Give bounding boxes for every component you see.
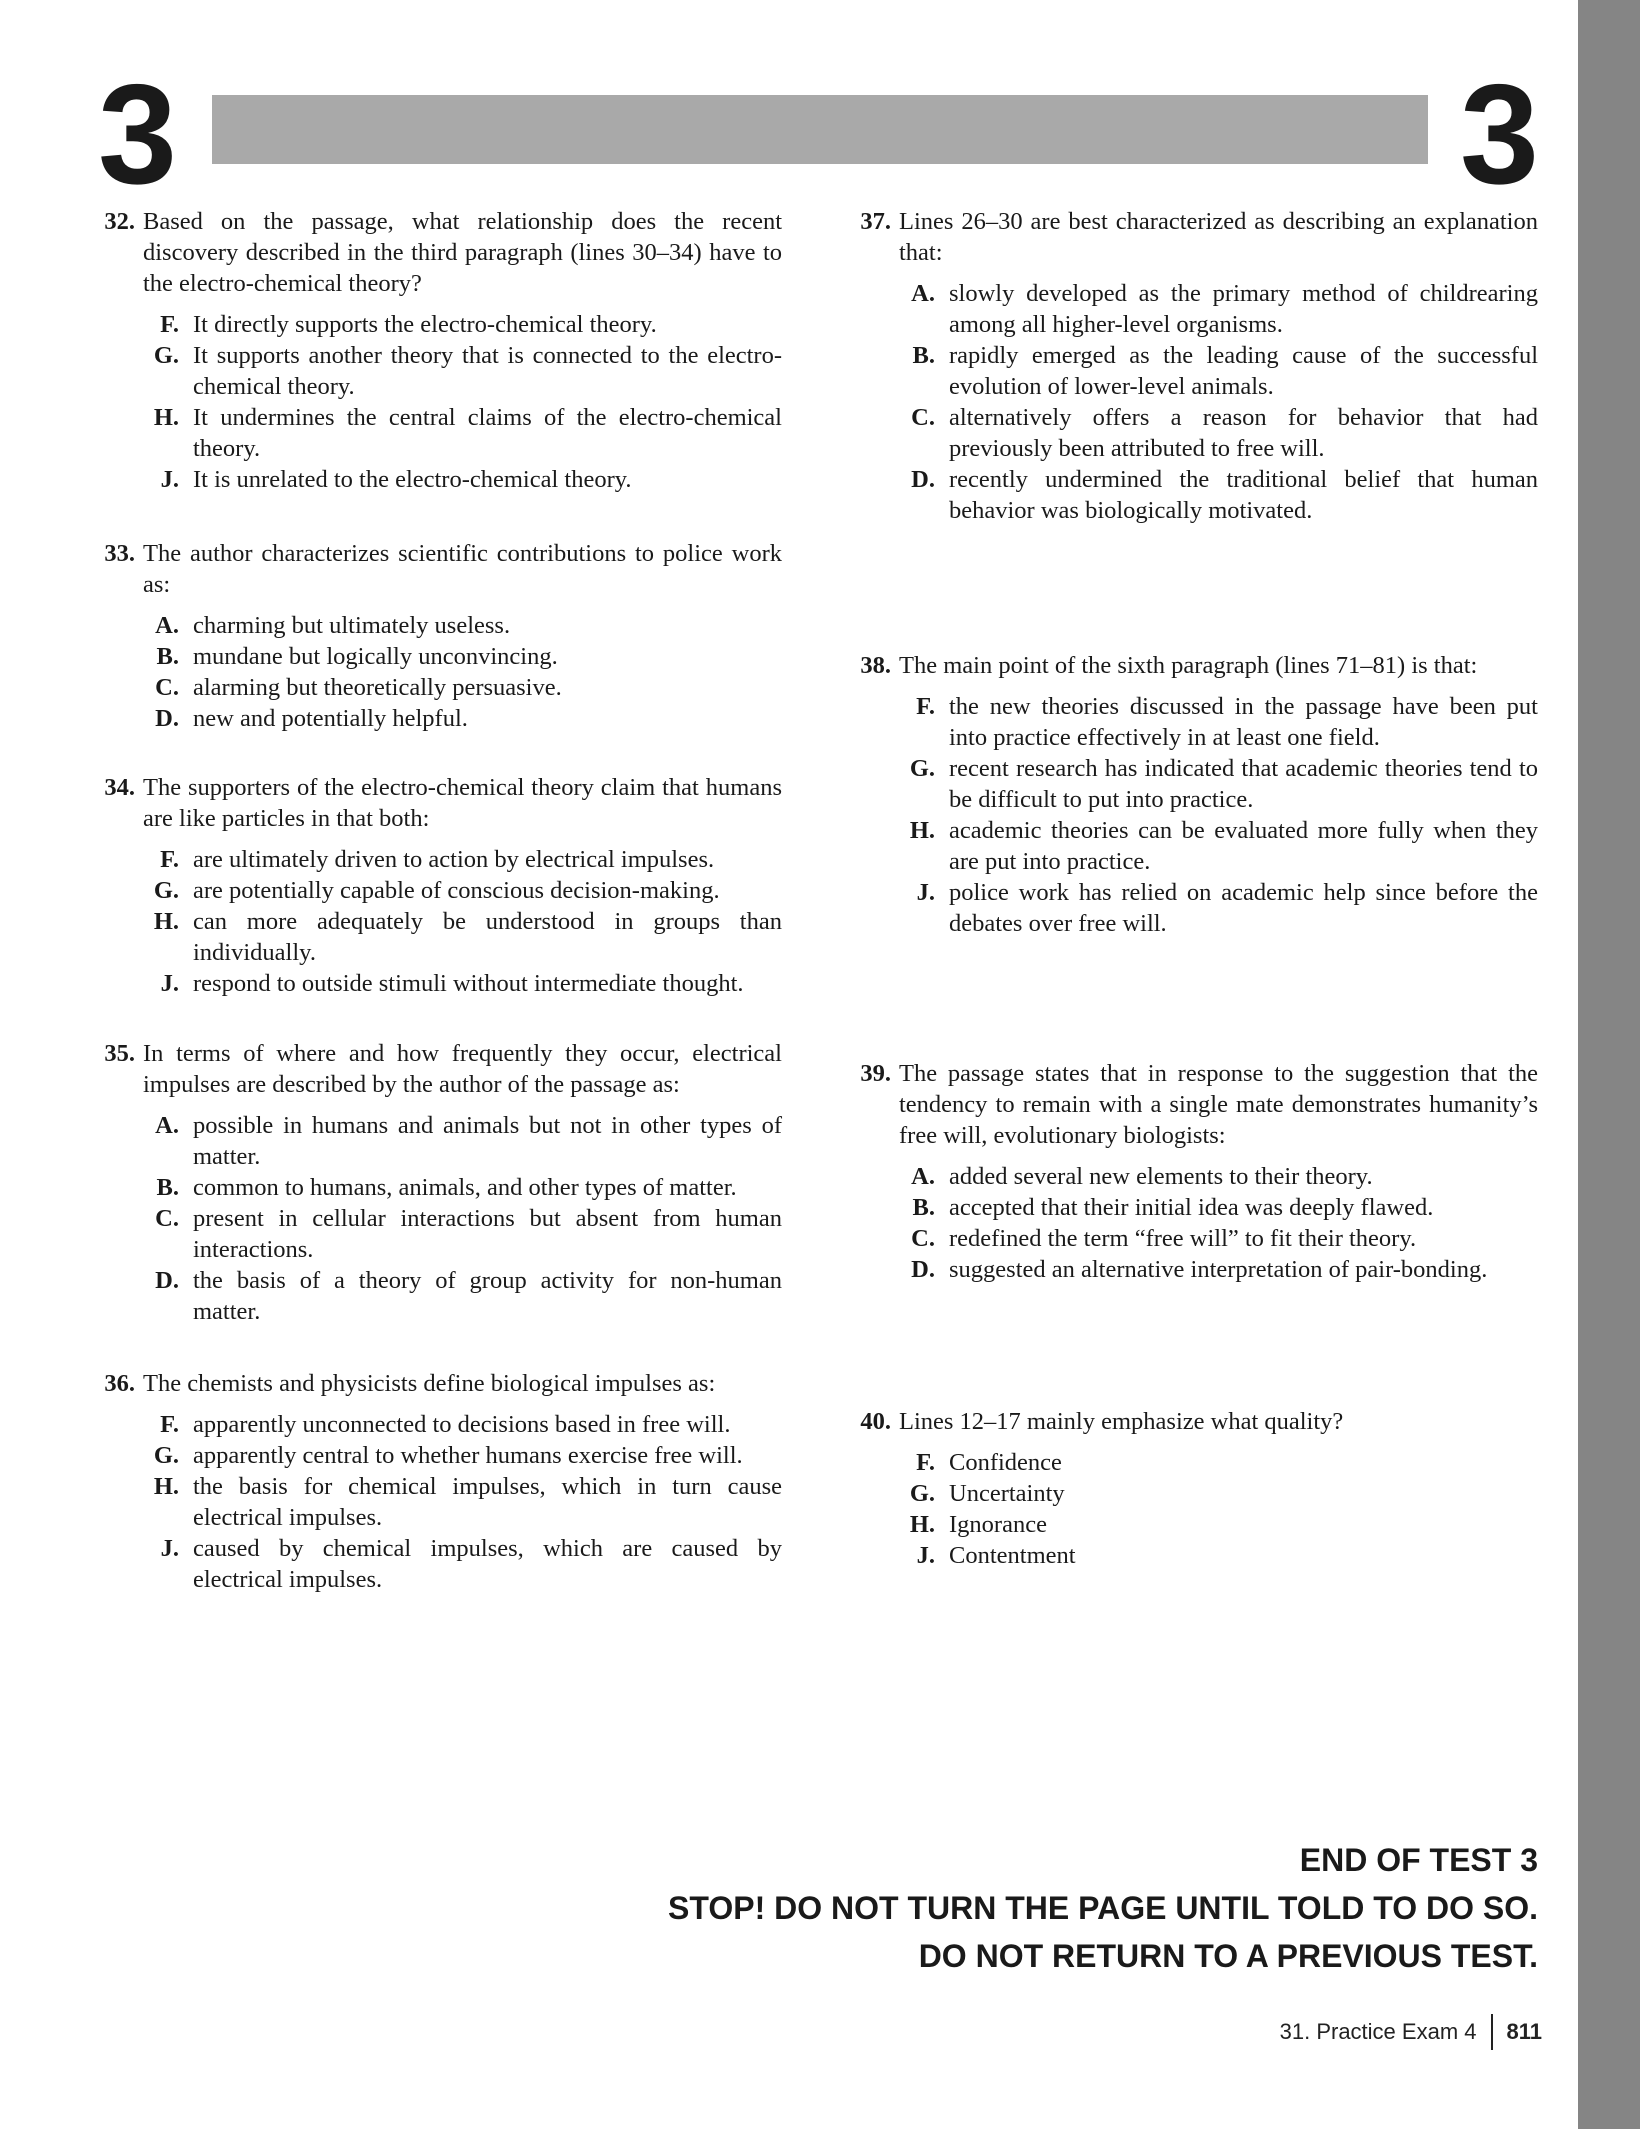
option-letter: J. <box>916 1542 935 1569</box>
answer-option[interactable] <box>899 1223 1538 1254</box>
answer-option[interactable] <box>143 340 782 402</box>
option-letter: A. <box>911 1163 935 1190</box>
page-footer <box>1280 2014 1542 2050</box>
footer-divider <box>1491 2014 1493 2050</box>
option-letter: C. <box>155 674 179 701</box>
option-letter: H. <box>153 1473 179 1500</box>
option-text: mundane but logically unconvincing. <box>193 643 558 670</box>
option-text: are potentially capable of conscious decision-making. <box>193 877 720 904</box>
option-letter: F. <box>160 311 179 338</box>
answer-option[interactable] <box>899 1509 1538 1540</box>
option-text: Contentment <box>949 1542 1076 1569</box>
option-text: possible in humans and animals but not in other types of matter. <box>193 1112 782 1170</box>
answer-option[interactable] <box>143 610 782 641</box>
option-text: respond to outside stimuli without intermediate thought. <box>193 970 744 997</box>
answer-option[interactable] <box>899 1540 1538 1571</box>
option-text: Uncertainty <box>949 1480 1065 1507</box>
option-text: apparently central to whether humans exercise free will. <box>193 1442 743 1469</box>
answer-option[interactable] <box>143 844 782 875</box>
side-tab-strip <box>1578 0 1640 2129</box>
question-stem: The supporters of the electro-chemical theory claim that humans are like particles in that both: <box>143 774 782 832</box>
option-letter: A. <box>155 1112 179 1139</box>
answer-option[interactable] <box>143 1110 782 1172</box>
answer-option[interactable] <box>143 968 782 999</box>
answer-option[interactable] <box>899 1478 1538 1509</box>
question-40 <box>846 1406 1538 1571</box>
option-letter: D. <box>155 1267 179 1294</box>
option-text: added several new elements to their theory. <box>949 1163 1373 1190</box>
option-text: the basis of a theory of group activity for non-human matter. <box>193 1267 782 1325</box>
option-letter: B. <box>156 1174 179 1201</box>
page-number: 811 <box>1506 2019 1542 2044</box>
answer-option[interactable] <box>899 753 1538 815</box>
option-letter: F. <box>160 1411 179 1438</box>
option-letter: H. <box>909 817 935 844</box>
end-of-test-heading: END OF TEST 3 <box>1299 1842 1538 1878</box>
option-text: alarming but theoretically persuasive. <box>193 674 562 701</box>
answer-option[interactable] <box>143 1203 782 1265</box>
header-bar <box>212 95 1428 164</box>
option-letter: F. <box>916 1449 935 1476</box>
option-text: recently undermined the traditional belief that human behavior was biologically motivated. <box>949 466 1538 524</box>
option-letter: C. <box>155 1205 179 1232</box>
option-letter: B. <box>912 1194 935 1221</box>
question-number: 33. <box>104 540 135 567</box>
answer-option[interactable] <box>143 875 782 906</box>
answer-option[interactable] <box>899 1161 1538 1192</box>
option-text: apparently unconnected to decisions based in free will. <box>193 1411 731 1438</box>
option-letter: D. <box>155 705 179 732</box>
answer-option[interactable] <box>143 1265 782 1327</box>
answer-option[interactable] <box>143 1409 782 1440</box>
question-number: 39. <box>860 1060 891 1087</box>
option-letter: D. <box>911 466 935 493</box>
option-text: Confidence <box>949 1449 1062 1476</box>
option-text: It supports another theory that is connected to the electro-chemical theory. <box>193 342 782 400</box>
option-text: common to humans, animals, and other types of matter. <box>193 1174 737 1201</box>
option-letter: B. <box>912 342 935 369</box>
answer-option[interactable] <box>143 906 782 968</box>
question-number: 38. <box>860 652 891 679</box>
option-text: recent research has indicated that academic theories tend to be difficult to put into practice. <box>949 755 1538 813</box>
question-36 <box>90 1368 782 1595</box>
option-text: redefined the term “free will” to fit their theory. <box>949 1225 1417 1252</box>
question-number: 37. <box>860 208 891 235</box>
answer-option[interactable] <box>899 691 1538 753</box>
option-letter: F. <box>160 846 179 873</box>
option-letter: G. <box>153 877 179 904</box>
question-39 <box>846 1058 1538 1285</box>
answer-option[interactable] <box>143 1440 782 1471</box>
option-text: accepted that their initial idea was deeply flawed. <box>949 1194 1434 1221</box>
option-text: It undermines the central claims of the electro-chemical theory. <box>193 404 782 462</box>
question-stem: Lines 26–30 are best characterized as describing an explanation that: <box>899 208 1538 266</box>
option-letter: J. <box>160 1535 179 1562</box>
option-letter: F. <box>916 693 935 720</box>
question-stem: The passage states that in response to the suggestion that the tendency to remain with a single mate demonstrates humanity’s free will, evolutionary biologists: <box>899 1060 1538 1149</box>
answer-option[interactable] <box>143 1172 782 1203</box>
option-letter: G. <box>909 1480 935 1507</box>
option-letter: A. <box>911 280 935 307</box>
option-letter: G. <box>153 1442 179 1469</box>
answer-option[interactable] <box>899 877 1538 939</box>
stop-instruction: STOP! DO NOT TURN THE PAGE UNTIL TOLD TO DO SO. <box>668 1890 1538 1926</box>
option-text: suggested an alternative interpretation of pair-bonding. <box>949 1256 1488 1283</box>
question-number: 32. <box>104 208 135 235</box>
option-letter: H. <box>153 908 179 935</box>
answer-option[interactable] <box>143 464 782 495</box>
answer-option[interactable] <box>899 278 1538 340</box>
no-return-instruction: DO NOT RETURN TO A PREVIOUS TEST. <box>918 1938 1538 1974</box>
question-38 <box>846 650 1538 939</box>
option-letter: D. <box>911 1256 935 1283</box>
answer-option[interactable] <box>899 464 1538 526</box>
answer-option[interactable] <box>143 309 782 340</box>
option-letter: H. <box>153 404 179 431</box>
option-letter: J. <box>160 466 179 493</box>
option-letter: A. <box>155 612 179 639</box>
option-text: Ignorance <box>949 1511 1047 1538</box>
question-stem: In terms of where and how frequently they occur, electrical impulses are described by the author of the passage as: <box>143 1040 782 1098</box>
chapter-label: 31. Practice Exam 4 <box>1279 2019 1477 2044</box>
answer-option[interactable] <box>143 1533 782 1595</box>
answer-option[interactable] <box>143 402 782 464</box>
question-stem: Lines 12–17 mainly emphasize what quality? <box>899 1408 1344 1435</box>
option-text: It is unrelated to the electro-chemical theory. <box>193 466 632 493</box>
option-letter: C. <box>911 1225 935 1252</box>
answer-option[interactable] <box>899 340 1538 402</box>
question-number: 34. <box>104 774 135 801</box>
option-text: charming but ultimately useless. <box>193 612 511 639</box>
option-text: can more adequately be understood in groups than individually. <box>193 908 782 966</box>
option-letter: J. <box>160 970 179 997</box>
option-text: It directly supports the electro-chemical theory. <box>193 311 657 338</box>
question-33 <box>90 538 782 734</box>
option-letter: G. <box>153 342 179 369</box>
option-text: slowly developed as the primary method of childrearing among all higher-level organisms. <box>949 280 1538 338</box>
option-text: the basis for chemical impulses, which in turn cause electrical impulses. <box>193 1473 782 1531</box>
question-stem: Based on the passage, what relationship does the recent discovery described in the third paragraph (lines 30–34) have to the electro-chemical theory? <box>143 208 782 297</box>
answer-option[interactable] <box>143 703 782 734</box>
answer-option[interactable] <box>143 641 782 672</box>
question-number: 40. <box>860 1408 891 1435</box>
question-32 <box>90 206 782 495</box>
option-text: academic theories can be evaluated more fully when they are put into practice. <box>949 817 1538 875</box>
end-of-test-notice <box>538 1836 1538 1980</box>
option-text: alternatively offers a reason for behavior that had previously been attributed to free will. <box>949 404 1538 462</box>
answer-option[interactable] <box>143 1471 782 1533</box>
question-37 <box>846 206 1538 526</box>
question-stem: The author characterizes scientific contributions to police work as: <box>143 540 782 598</box>
question-number: 35. <box>104 1040 135 1067</box>
answer-option[interactable] <box>899 1254 1538 1285</box>
option-text: the new theories discussed in the passage have been put into practice effectively in at least one field. <box>949 693 1538 751</box>
option-letter: J. <box>916 879 935 906</box>
answer-option[interactable] <box>899 815 1538 877</box>
answer-option[interactable] <box>899 1447 1538 1478</box>
answer-option[interactable] <box>143 672 782 703</box>
option-letter: G. <box>909 755 935 782</box>
question-34 <box>90 772 782 999</box>
option-letter: C. <box>911 404 935 431</box>
question-number: 36. <box>104 1370 135 1397</box>
option-text: caused by chemical impulses, which are caused by electrical impulses. <box>193 1535 782 1593</box>
question-35 <box>90 1038 782 1327</box>
option-text: present in cellular interactions but absent from human interactions. <box>193 1205 782 1263</box>
option-letter: H. <box>909 1511 935 1538</box>
section-number-right: 3 <box>1460 55 1539 214</box>
option-text: new and potentially helpful. <box>193 705 468 732</box>
option-text: are ultimately driven to action by electrical impulses. <box>193 846 715 873</box>
question-stem: The main point of the sixth paragraph (lines 71–81) is that: <box>899 652 1478 679</box>
option-text: police work has relied on academic help since before the debates over free will. <box>949 879 1538 937</box>
question-stem: The chemists and physicists define biological impulses as: <box>143 1370 716 1397</box>
section-number-left: 3 <box>98 55 177 214</box>
option-text: rapidly emerged as the leading cause of the successful evolution of lower-level animals. <box>949 342 1538 400</box>
answer-option[interactable] <box>899 1192 1538 1223</box>
answer-option[interactable] <box>899 402 1538 464</box>
option-letter: B. <box>156 643 179 670</box>
